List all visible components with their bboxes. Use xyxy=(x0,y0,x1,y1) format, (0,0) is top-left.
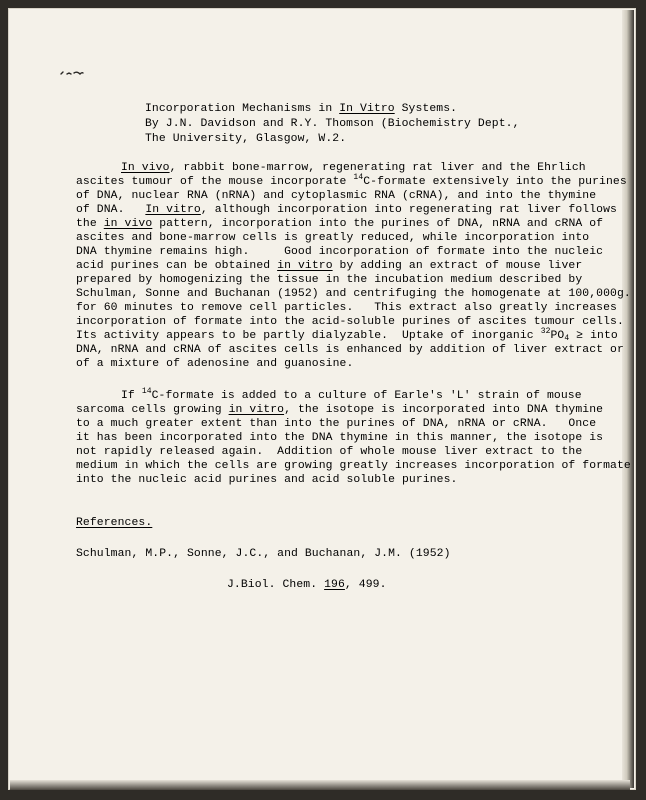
para1-line-9: prepared by homogenizing the tissue in the incubation medium described by xyxy=(76,274,583,286)
para1-line-3: of DNA, nuclear RNA (nRNA) and cytoplasmic RNA (cRNA), and into the thymine xyxy=(76,190,597,202)
para2-line-6: medium in which the cells are growing greatly increases incorporation of formate xyxy=(76,460,631,472)
para1-line-2: ascites tumour of the mouse incorporate $^{14}$C-formate extensively into the purines xyxy=(76,173,627,188)
para1-line-4: of DNA. In vitro, although incorporation into regenerating rat liver follows xyxy=(76,204,617,216)
title-line-1: Incorporation Mechanisms in In Vitro Systems. xyxy=(145,103,458,115)
para1-line-10: Schulman, Sonne and Buchanan (1952) and centrifuging the homogenate at 100,000g. xyxy=(76,288,631,300)
para2-line-4: it has been incorporated into the DNA thymine in this manner, the isotope is xyxy=(76,432,604,444)
para2-line-2: sarcoma cells growing in vitro, the isotope is incorporated into DNA thymine xyxy=(76,404,604,416)
para1-line-15: of a mixture of adenosine and guanosine. xyxy=(76,358,354,370)
references-heading: References. xyxy=(76,517,153,529)
para1-line-14: DNA, nRNA and cRNA of ascites cells is enhanced by addition of liver extract or xyxy=(76,344,624,356)
para1-line-1: In vivo, rabbit bone-marrow, regenerating rat liver and the Ehrlich xyxy=(121,162,586,174)
para1-line-8: acid purines can be obtained in vitro by adding an extract of mouse liver xyxy=(76,260,583,272)
para1-line-12: incorporation of formate into the acid-soluble purines of ascites tumour cells. xyxy=(76,316,624,328)
reference-1: Schulman, M.P., Sonne, J.C., and Buchanan, J.M. (1952) xyxy=(76,548,451,560)
para2-line-1: If $^{14}$C-formate is added to a culture of Earle's 'L' strain of mouse xyxy=(121,387,582,402)
para2-line-5: not rapidly released again. Addition of whole mouse liver extract to the xyxy=(76,446,583,458)
title-line-3: The University, Glasgow, W.2. xyxy=(145,133,347,145)
para1-line-5: the in vivo pattern, incorporation into the purines of DNA, nRNA and cRNA of xyxy=(76,218,604,230)
title-line-2: By J.N. Davidson and R.Y. Thomson (Biochemistry Dept., xyxy=(145,118,520,130)
reference-1-journal: J.Biol. Chem. 196, 499. xyxy=(227,579,387,591)
para1-line-11: for 60 minutes to remove cell particles. This extract also greatly increases xyxy=(76,302,617,314)
para1-line-7: DNA thymine remains high. Good incorporation of formate into the nucleic xyxy=(76,246,604,258)
para2-line-3: to a much greater extent than into the purines of DNA, nRNA or cRNA. Once xyxy=(76,418,597,430)
para1-line-13: Its activity appears to be partly dialyzable. Uptake of inorganic $^{32}PO_4$ ≥ into xyxy=(76,327,618,343)
para1-line-6: ascites and bone-marrow cells is greatly reduced, while incorporation into xyxy=(76,232,590,244)
para2-line-7: into the nucleic acid purines and acid soluble purines. xyxy=(76,474,458,486)
